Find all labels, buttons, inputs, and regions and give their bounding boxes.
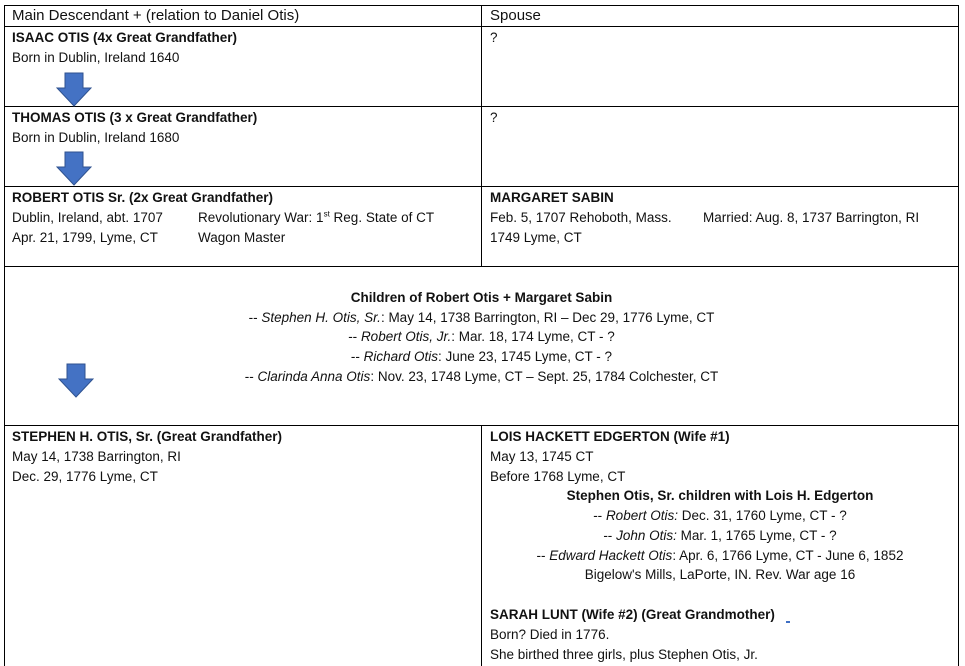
- margaret-name: MARGARET SABIN: [490, 190, 614, 205]
- sarah-name: SARAH LUNT (Wife #2) (Great Grandmother): [490, 607, 775, 622]
- arrow-down-icon: [58, 363, 94, 399]
- sarah-line2: She birthed three girls, plus Stephen Otis, Jr.: [490, 647, 758, 662]
- thomas-name: THOMAS OTIS (3 x Great Grandfather): [12, 110, 258, 125]
- lois-death: Before 1768 Lyme, CT: [490, 469, 626, 484]
- robert-death: Apr. 21, 1799, Lyme, CT: [12, 230, 158, 245]
- children-list-item: -- Robert Otis, Jr.: Mar. 18, 174 Lyme, CT - ?: [348, 329, 615, 344]
- isaac-spouse: ?: [490, 30, 498, 45]
- sarah-line1: Born? Died in 1776.: [490, 627, 610, 642]
- text-cursor-mark: [786, 621, 790, 623]
- thomas-spouse: ?: [490, 110, 498, 125]
- children-list-item: -- Clarinda Anna Otis: Nov. 23, 1748 Lyme, CT – Sept. 25, 1784 Colchester, CT: [244, 369, 719, 384]
- thomas-birth: Born in Dublin, Ireland 1680: [12, 130, 180, 145]
- lois-children-item: -- John Otis: Mar. 1, 1765 Lyme, CT - ?: [603, 528, 837, 543]
- margaret-birth: Feb. 5, 1707 Rehoboth, Mass.: [490, 210, 672, 225]
- arrow-down-icon: [56, 72, 92, 108]
- header-spouse: Spouse: [490, 7, 541, 24]
- column-divider: [481, 5, 482, 267]
- robert-war-service: Revolutionary War: 1st Reg. State of CT: [198, 209, 435, 225]
- lois-children-item: -- Edward Hackett Otis: Apr. 6, 1766 Lyme, CT - June 6, 1852: [536, 548, 904, 563]
- margaret-married: Married: Aug. 8, 1737 Barrington, RI: [703, 210, 920, 225]
- robert-birth: Dublin, Ireland, abt. 1707: [12, 210, 163, 225]
- stephen-death: Dec. 29, 1776 Lyme, CT: [12, 469, 158, 484]
- lois-children-item: -- Robert Otis: Dec. 31, 1760 Lyme, CT - ?: [593, 508, 847, 523]
- header-main-descendant: Main Descendant + (relation to Daniel Otis): [12, 7, 300, 24]
- margaret-death: 1749 Lyme, CT: [490, 230, 582, 245]
- arrow-down-icon: [56, 151, 92, 187]
- lois-children-note: Bigelow's Mills, LaPorte, IN. Rev. War age 16: [584, 567, 856, 582]
- stephen-name: STEPHEN H. OTIS, Sr. (Great Grandfather): [12, 429, 283, 444]
- lois-name: LOIS HACKETT EDGERTON (Wife #1): [490, 429, 730, 444]
- lois-children-title: Stephen Otis, Sr. children with Lois H. Edgerton: [566, 488, 874, 503]
- lois-birth: May 13, 1745 CT: [490, 449, 594, 464]
- children-list-item: -- Richard Otis: June 23, 1745 Lyme, CT - ?: [350, 349, 613, 364]
- isaac-birth: Born in Dublin, Ireland 1640: [12, 50, 180, 65]
- stephen-birth: May 14, 1738 Barrington, RI: [12, 449, 181, 464]
- children-list-item: -- Stephen H. Otis, Sr.: May 14, 1738 Barrington, RI – Dec 29, 1776 Lyme, CT: [248, 310, 715, 325]
- robert-name: ROBERT OTIS Sr. (2x Great Grandfather): [12, 190, 274, 205]
- robert-role: Wagon Master: [198, 230, 286, 245]
- children-title: Children of Robert Otis + Margaret Sabin: [350, 290, 613, 305]
- isaac-name: ISAAC OTIS (4x Great Grandfather): [12, 30, 238, 45]
